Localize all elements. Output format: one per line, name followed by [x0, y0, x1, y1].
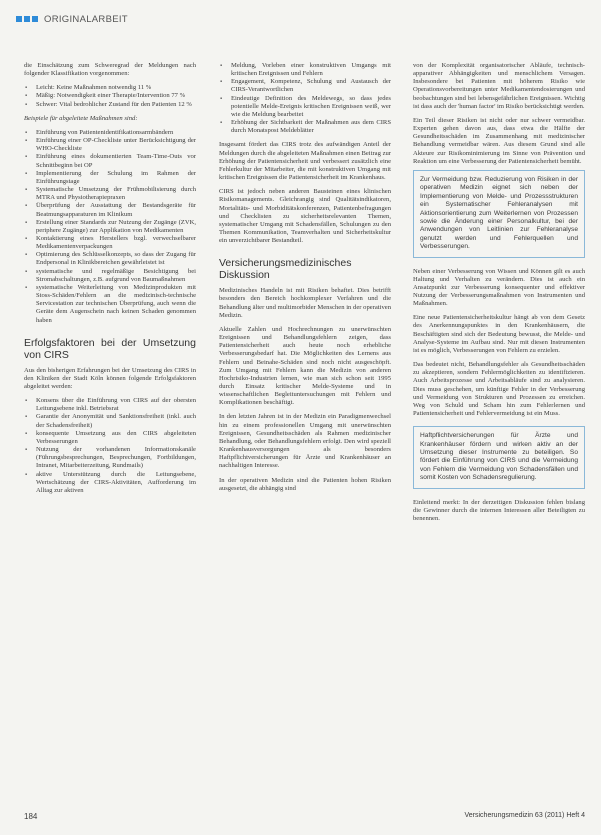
list-item: ▪ Systematische Umsetzung der Frühmobilisierung durch MTRA und Physiotherapiepraxen — [24, 186, 196, 202]
paragraph: Neben einer Verbesserung von Wissen und Können gilt es auch Haltung und Verhalten zu verändern. Dies ist auch ein Ansatzpunkt zur Verbesserung konsequenter und effektiver Nutzung der Verbesserungsmaßnahmen von Instrumenten und Maßnahmen. — [413, 267, 585, 308]
column-left — [24, 62, 196, 501]
paragraph: In den letzten Jahren ist in der Medizin ein Paradigmenwechsel hin zu einem professionellen Umgang mit unerwünschten Ereignissen, Gesundheitsschäden als Rahmen medizinischer Behandlung, oder Behandlungsfehlern erfolgt. Den wird speziell Krankenhausversorgungen als besonders Haftpflichtversicherungen für Ärzte und Krankenhäuser an nachhaltigen Interesse. — [219, 413, 391, 470]
factors-list-continued — [219, 62, 391, 135]
paragraph: die Einschätzung zum Schweregrad der Meldungen nach folgender Klassifikation vorgenommen: — [24, 62, 196, 78]
list-item: ▪ systematische und regelmäßige Besichtigung bei Stromabschaltungen, z.B. aufgrund von Baumaßnahmen — [24, 268, 196, 284]
severity-list — [24, 84, 196, 108]
list-item: ▪ Nutzung der vorhandenen Informationskanäle (Führungsbesprechungen, Besprechungen, Fortbildungen, Intranet, Mitarbeiterzeitung, Rundmails) — [24, 446, 196, 470]
list-item: ▪ Implementierung der Schulung im Rahmen der Einführungstage — [24, 170, 196, 186]
paragraph: von der Komplexität organisatorischer Abläufe, technisch-apparativer Abhängigkeiten und menschlichem Versagen. Insbesondere bei Patienten mit höherem Risiko wie Operationsvorbereitungen unter Medikamentendosierungen und beobachtungen sind bei lebensgefährlichen Ereignissen. Wichtig ist dass auch der 'human factor' im Risiko berücksichtigt werden. — [413, 62, 585, 110]
list-item: ▪ konsequente Umsetzung aus den CIRS abgeleiteten Verbesserungen — [24, 430, 196, 446]
sub-heading: Beispiele für abgeleitete Maßnahmen sind: — [24, 114, 138, 122]
paragraph: Aus den bisherigen Erfahrungen bei der Umsetzung des CIRS in den Kliniken der Stadt Köln können folgende Erfolgsfaktoren abgeleitet werden: — [24, 366, 196, 390]
measures-list — [24, 129, 196, 325]
factors-list — [24, 397, 196, 495]
section-heading: Versicherungsmedizinisches Diskussion — [219, 257, 352, 282]
section-header — [16, 13, 128, 25]
list-item: ▪ Leicht: Keine Maßnahmen notwendig 11 % — [24, 84, 196, 92]
highlight-box: Haftpflichtversicherungen für Ärzte und Krankenhäuser fördern und wirken aktiv an der Umsetzung dieser Instrumente zu beteiligen. So fördert die Einführung von CIRS und die Vermeidung von Fehlern die Vermeidung von Schadensfällen und somit Kosten von Schadensregulierung. — [413, 426, 585, 488]
list-item: ▪ Überprüfung der Ausstattung der Bestandsgeräte für Beatmungsapparaturen im Klinikum — [24, 202, 196, 218]
list-item: ▪ Einführung von Patientenidentifikationsarmbändern — [24, 129, 196, 137]
paragraph: Eine neue Patientensicherheitskultur hängt ab von dem Gesetz des Anerkennungspunktes in den Krankenhäusern, die Beschäftigten sind sich der Bedeutung bewusst, die Melde- und Analyse-Systeme im Aufbau sind. Nur mit diesen Instrumenten ist es möglich, Verbesserungen von Fehlern zu erzielen. — [413, 314, 585, 354]
highlight-box: Zur Vermeidung bzw. Reduzierung von Risiken in der operativen Medizin eignet sich neben der Implementierung von Melde- und Prozessstrukturen ein Systematischer Fehleranalysen mit Aktionsorientierung zum Weiterlernen von Prozessen sowie die Änderung einer Personalkultur, bei der Anwendungen von Leitlinien zur Fehleranalyse genutzt werden und Fehlerquellen und Verbesserungen. — [413, 170, 585, 258]
paragraph: Einleitend merkt: In der derzeitigen Diskussion fehlen bislang die Gewinner durch die internen Interessen aller Beteiligten zu benennen. — [413, 498, 585, 522]
header-square-icon — [24, 16, 30, 22]
list-item: ▪ Garantie der Anonymität und Sanktionsfreiheit (inkl. auch der Schadensfreiheit) — [24, 413, 196, 429]
paragraph: Medizinisches Handeln ist mit Risiken behaftet. Dies betrifft besonders den Bereich hochkomplexer Verfahren und die Behandlung älter und multimorbider Menschen in der operativen Medizin. — [219, 287, 391, 319]
paragraph: Ein Teil dieser Risiken ist nicht oder nur schwer vermeidbar. Experten gehen davon aus, dass etwa die Hälfte der Gesundheitsschäden im Zusammenhang mit medizinischer Behandlung vermeidbar wären. Aus diesem Grund sind alle Akteure zur Risikominimierung im Sinne von Prävention und Reaktion um eine Verbesserung der Patientensicherheit bemüht. — [413, 116, 585, 165]
list-item: ▪ systematische Weiterleitung von Medizinprodukten mit Stoss-Schäden/Fehlern an die medizinisch-technische Servicestation zur technischen Überprüfung, auch wenn die Geräte dem Augenschein nach keinen Schaden genommen haben — [24, 284, 196, 325]
list-item: ▪ Konsens über die Einführung von CIRS auf der obersten Leitungsebene inkl. Betriebsrat — [24, 397, 196, 413]
paragraph: Insgesamt fördert das CIRS trotz des aufwändigen Anteil der Meldungen durch die abgeleiteten Maßnahmen einen Beitrag zur Erhöhung der Patientensicherheit und verbessert zusätzlich eine Fehlerkultur der Mitarbeiter, die mit konstruktiven Umgang mit kritischen Ereignissen die Patientensicherheit im Krankenhaus. — [219, 141, 391, 182]
page-number: 184 — [24, 812, 38, 821]
list-item: ▪ Erstellung einer Standards zur Nutzung der Zugänge (ZVK, periphere Zugänge) zur Applikation von Medikamenten — [24, 219, 196, 235]
list-item: ▪ Meldung, Vorleben einer konstruktiven Umgangs mit kritischen Ereignissen und Fehlern — [219, 62, 391, 78]
header-square-icon — [16, 16, 22, 22]
list-item: ▪ Erhöhung der Sichtbarkeit der Maßnahmen aus dem CIRS durch Monatspost Meldeblätter — [219, 119, 391, 135]
list-item: ▪ Optimierung des Schlüsselkonzepts, so dass der Zugang für Endpersonal in Klinikbereichen gewährleistet ist — [24, 251, 196, 267]
list-item: ▪ Mäßig: Notwendigkeit einer Therapie/Intervention 77 % — [24, 92, 196, 100]
paragraph: Aktuelle Zahlen und Hochrechnungen zu unerwünschten Ereignissen und Behandlungsfehlern zeigen, dass Patientensicherheit auch heute noch erhebliche Verbesserungsbedarf hat. Die Möglichkeiten des Lernens aus Fehlern und Beinahe-Schäden sind noch nicht ausgeschöpft. Zum Umgang mit Fehlern kann die Medizin von anderen Hochrisiko-Industrien lernen, wie man sich schon seit 1995 durch Einsatz kritischer Melde-Systeme und in wissenschaftlichen Begleituntersuchungen mit Fehlern und Komplikationen beschäftigt. — [219, 325, 391, 407]
section-heading: Erfolgsfaktoren bei der Umsetzung von CIRS — [24, 336, 196, 361]
paragraph: Das bedeutet nicht, Behandlungsfehler als Gesundheitsschäden zu akzeptieren, sondern Fehlermöglichkeiten zu identifizieren. Auch Arbeitsprozesse und Arbeitsabläufe sind zu analysieren. Dies muss geschehen, um künftige Fehler in der Verbesserung und Vermeidung von Strukturen und Prozessen zu erreichen. Weg von Schuld und Scham hin zum Fehlerlernen und Patientensicherheit und Fehlervermeidung ist ein Muss. — [413, 361, 585, 418]
list-item: ▪ Kontaktierung eines Herstellers bzgl. verwechselbarer Medikamentenverpackungen — [24, 235, 196, 251]
paragraph: In der operativen Medizin sind die Patienten hohen Risiken ausgesetzt, die abhängig sind — [219, 476, 391, 492]
paragraph: CIRS ist jedoch neben anderen Bausteinen eines klinischen Risikomanagements. Gleichrangig sind Qualitätsindikatoren, Mortalitäts- und Morbiditätskonferenzen, Patientenbefragungen und Checklisten zu sicherheitsrelevanten Themen, systematischer Umgang mit Schadensfällen, Schulungen zu den Themen Kommunikation, Teamverhalten und Sicherheitskultur ein unverzichtbarer Bestandteil. — [219, 188, 391, 245]
list-item: ▪ Einführung einer OP-Checkliste unter Berücksichtigung der WHO-Checkliste — [24, 137, 196, 153]
list-item: ▪ Engagement, Kompetenz, Schulung und Austausch der CIRS-Verantwortlichen — [219, 78, 391, 94]
journal-citation: Versicherungsmedizin 63 (2011) Heft 4 — [464, 812, 585, 819]
list-item: ▪ aktive Unterstützung durch die Leitungsebene, Wertschätzung der CIRS-Aktivitäten, Aufforderung im Alltag zur aktiven — [24, 471, 196, 495]
column-right — [413, 62, 585, 529]
list-item: ▪ Eindeutige Definition des Meldewegs, so dass jedes potentielle Melde-Ereignis kritischen Ereignissen weiß, wer wie die Meldung bearbeitet — [219, 95, 391, 119]
list-item: ▪ Schwer: Vital bedrohlicher Zustand für den Patienten 12 % — [24, 101, 196, 109]
header-square-icon — [32, 16, 38, 22]
section-label: ORIGINALARBEIT — [44, 13, 128, 25]
column-middle — [219, 62, 391, 499]
list-item: ▪ Einführung eines dokumentierten Team-Time-Outs vor Schnittbeginn bei OP — [24, 153, 196, 169]
